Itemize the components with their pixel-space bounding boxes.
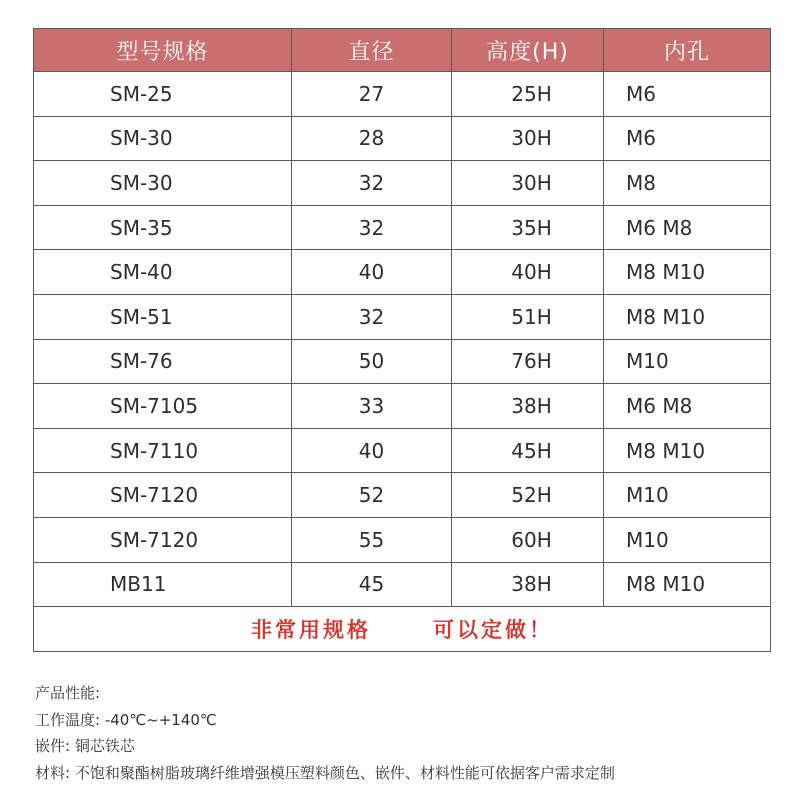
cell-bore: M8 <box>604 161 771 206</box>
cell-height: 30H <box>452 116 604 161</box>
cell-height: 38H <box>452 384 604 429</box>
cell-diameter: 55 <box>292 517 452 562</box>
cell-height: 76H <box>452 339 604 384</box>
cell-height: 45H <box>452 428 604 473</box>
header-row <box>34 29 771 72</box>
cell-bore: M10 <box>604 339 771 384</box>
footer-left-text: 非常用规格 <box>251 618 371 643</box>
header-model: 型号规格 <box>34 29 292 72</box>
table-row <box>34 72 771 117</box>
spec-table <box>33 28 771 652</box>
table-row <box>34 294 771 339</box>
cell-bore: M10 <box>604 517 771 562</box>
cell-model: SM-25 <box>34 72 292 117</box>
cell-bore: M6 <box>604 116 771 161</box>
cell-model: SM-40 <box>34 250 292 295</box>
table-row <box>34 161 771 206</box>
product-notes <box>35 680 785 786</box>
cell-height: 52H <box>452 473 604 518</box>
cell-diameter: 32 <box>292 205 452 250</box>
cell-model: SM-7120 <box>34 517 292 562</box>
cell-model: MB11 <box>34 562 292 607</box>
cell-height: 40H <box>452 250 604 295</box>
cell-model: SM-7120 <box>34 473 292 518</box>
cell-diameter: 45 <box>292 562 452 607</box>
table-body <box>34 72 771 607</box>
cell-model: SM-35 <box>34 205 292 250</box>
table-row <box>34 384 771 429</box>
footer-row <box>34 607 771 652</box>
table-row <box>34 428 771 473</box>
cell-model: SM-7105 <box>34 384 292 429</box>
cell-diameter: 52 <box>292 473 452 518</box>
cell-model: SM-30 <box>34 161 292 206</box>
cell-diameter: 33 <box>292 384 452 429</box>
cell-bore: M6 <box>604 72 771 117</box>
cell-model: SM-30 <box>34 116 292 161</box>
cell-bore: M8 M10 <box>604 562 771 607</box>
cell-height: 25H <box>452 72 604 117</box>
table-row <box>34 473 771 518</box>
cell-bore: M6 M8 <box>604 205 771 250</box>
cell-bore: M8 M10 <box>604 428 771 473</box>
cell-diameter: 27 <box>292 72 452 117</box>
cell-diameter: 40 <box>292 250 452 295</box>
table-row <box>34 562 771 607</box>
cell-height: 38H <box>452 562 604 607</box>
cell-diameter: 28 <box>292 116 452 161</box>
table-row <box>34 250 771 295</box>
cell-diameter: 40 <box>292 428 452 473</box>
cell-bore: M10 <box>604 473 771 518</box>
header-diameter: 直径 <box>292 29 452 72</box>
table-row <box>34 517 771 562</box>
cell-bore: M8 M10 <box>604 250 771 295</box>
cell-height: 35H <box>452 205 604 250</box>
cell-height: 60H <box>452 517 604 562</box>
header-height: 高度(H) <box>452 29 604 72</box>
table-row <box>34 205 771 250</box>
table-row <box>34 116 771 161</box>
insert-note: 嵌件: 铜芯铁芯 <box>35 737 135 755</box>
cell-model: SM-51 <box>34 294 292 339</box>
performance-label: 产品性能: <box>35 684 101 702</box>
footer-right-text: 可以定做！ <box>433 618 553 643</box>
cell-bore: M8 M10 <box>604 294 771 339</box>
cell-model: SM-7110 <box>34 428 292 473</box>
custom-spec-note <box>34 607 771 652</box>
material-note: 材料: 不饱和聚酯树脂玻璃纤维增强模压塑料颜色、嵌件、材料性能可依据客户需求定制 <box>35 763 615 782</box>
header-bore: 内孔 <box>604 29 771 72</box>
cell-diameter: 32 <box>292 294 452 339</box>
cell-diameter: 50 <box>292 339 452 384</box>
cell-height: 51H <box>452 294 604 339</box>
cell-diameter: 32 <box>292 161 452 206</box>
cell-height: 30H <box>452 161 604 206</box>
table-row <box>34 339 771 384</box>
temperature-note: 工作温度: -40℃~+140℃ <box>35 710 217 729</box>
cell-bore: M6 M8 <box>604 384 771 429</box>
cell-model: SM-76 <box>34 339 292 384</box>
